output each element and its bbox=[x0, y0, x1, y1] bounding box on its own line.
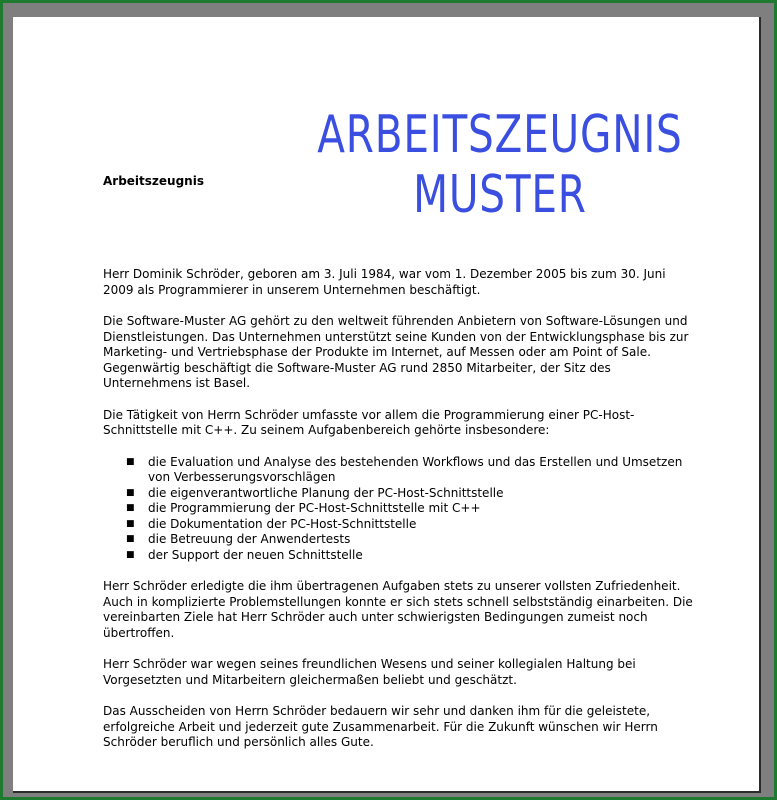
list-item-text: die eigenverantwortliche Planung der PC-Host-Schnittstelle bbox=[148, 485, 504, 500]
paragraph-duties-intro: Die Tätigkeit von Herrn Schröder umfasste vor allem die Programmierung einer PC-Host-Schnittstelle mit C++. Zu seinem Aufgabenbereich gehörte insbesondere: bbox=[103, 407, 635, 437]
paragraph-employment: Herr Dominik Schröder, geboren am 3. Juli 1984, war vom 1. Dezember 2005 bis zum 30. Juni 2009 als Programmierer in unserem Unternehmen beschäftigt. bbox=[103, 267, 666, 297]
bullet-icon: ■ bbox=[126, 503, 135, 513]
document-heading: Arbeitszeugnis bbox=[103, 174, 204, 188]
paragraph-performance: Herr Schröder erledigte die ihm übertragenen Aufgaben stets zu unserer vollsten Zufriedenheit. Auch in komplizierte Problemstellungen konnte er sich stets schnell selbstständig einarbeiten. Die vereinbarten Ziele hat Herr Schröder auch unter schwierigsten Bedingungen zumeist noch übertroffen. bbox=[103, 579, 693, 640]
paragraph-company: Die Software-Muster AG gehört zu den weltweit führenden Anbietern von Software-Lösungen und Dienstleistungen. Das Unternehmen unterstützt seine Kunden von der Entwicklungsphase bis zur Marketing- und Vertriebsphase der Produkte im Internet, auf Messen oder am Point of Sale. Gegenwärtig beschäftigt die Software-Muster AG rund 2850 Mitarbeiter, der Sitz des Unternehmens ist Basel. bbox=[103, 314, 689, 390]
bullet-icon: ■ bbox=[126, 549, 135, 560]
window-frame bbox=[3, 3, 774, 797]
overlay-title bbox=[111, 105, 693, 225]
bullet-icon: ■ bbox=[126, 518, 135, 529]
list-item-text: die Programmierung der PC-Host-Schnittstelle mit C++ bbox=[148, 501, 481, 515]
list-item bbox=[126, 547, 693, 564]
list-item-text: die Evaluation und Analyse des bestehenden Workflows und das Erstellen und Umsetzen von Verbesserungsvorschlägen bbox=[148, 454, 683, 484]
duties-list bbox=[103, 455, 693, 564]
document-body bbox=[103, 267, 693, 767]
overlay-title-line2: MUSTER bbox=[413, 165, 587, 225]
list-item-text: der Support der neuen Schnittstelle bbox=[148, 547, 363, 562]
bullet-icon: ■ bbox=[126, 534, 135, 544]
list-item bbox=[126, 532, 693, 548]
list-item bbox=[126, 454, 693, 486]
paragraph-closing: Das Ausscheiden von Herrn Schröder bedauern wir sehr und danken ihm für die geleistete, erfolgreiche Arbeit und jederzeit gute Zusammenarbeit. Für die Zukunft wünschen wir Herrn Schröder beruflich und persönlich alles Gute. bbox=[103, 704, 658, 749]
list-item bbox=[126, 485, 693, 502]
list-item-text: die Dokumentation der PC-Host-Schnittstelle bbox=[148, 516, 417, 531]
bullet-icon: ■ bbox=[126, 487, 135, 498]
overlay-title-line1: ARBEITSZEUGNIS bbox=[317, 105, 683, 165]
list-item bbox=[126, 516, 693, 533]
bullet-icon: ■ bbox=[126, 456, 135, 467]
paragraph-conduct: Herr Schröder war wegen seines freundlichen Wesens und seiner kollegialen Haltung bei Vorgesetzten und Mitarbeitern gleichermaßen beliebt und geschätzt. bbox=[103, 657, 636, 687]
list-item-text: die Betreuung der Anwendertests bbox=[148, 532, 351, 546]
list-item bbox=[126, 501, 693, 517]
document-page bbox=[13, 17, 761, 793]
